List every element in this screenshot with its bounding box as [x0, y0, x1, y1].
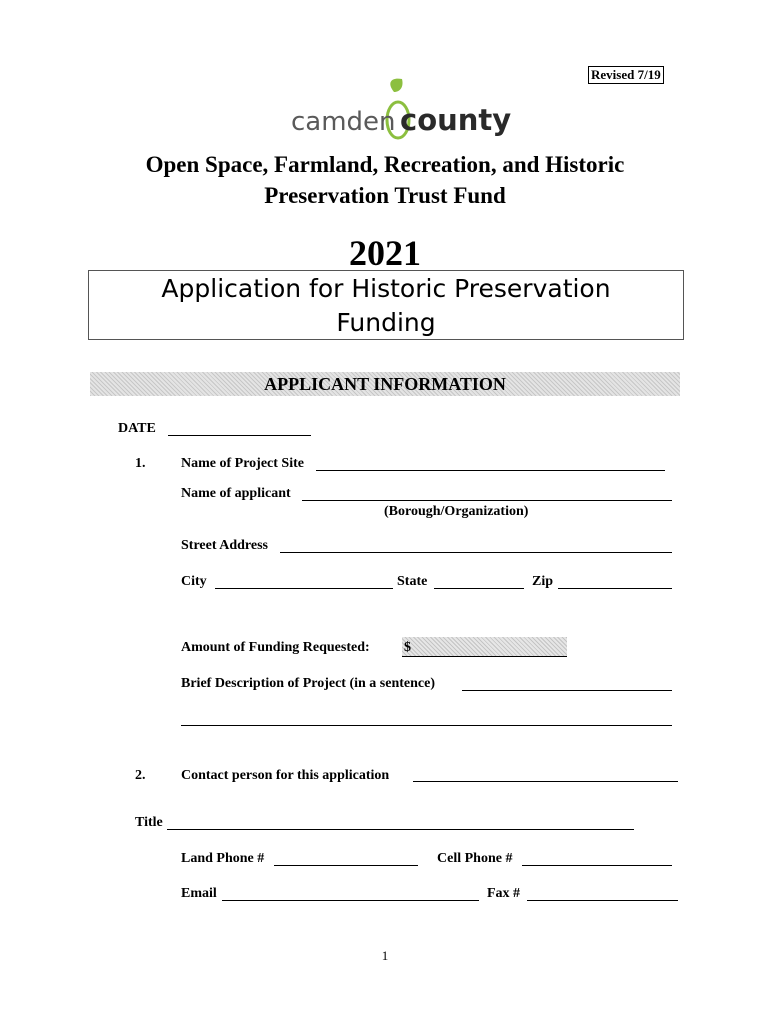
item-number-2: 2. — [135, 768, 146, 783]
amount-label: Amount of Funding Requested: — [181, 640, 370, 655]
leaf-icon — [390, 79, 402, 92]
contact-label: Contact person for this application — [181, 768, 390, 783]
borough-note: (Borough/Organization) — [384, 504, 529, 519]
logo-camden: camden — [291, 107, 396, 137]
brief-description-input[interactable] — [462, 690, 672, 691]
page-number: 1 — [381, 948, 389, 963]
email-label: Email — [181, 886, 217, 901]
page-title-line1: Open Space, Farmland, Recreation, and Historic — [145, 152, 625, 177]
logo-county: county — [400, 103, 512, 137]
revised-date: Revised 7/19 — [588, 66, 664, 84]
cell-phone-label: Cell Phone # — [437, 851, 513, 866]
project-site-label: Name of Project Site — [181, 456, 304, 471]
page-title-line2: Preservation Trust Fund — [264, 183, 506, 208]
land-phone-label: Land Phone # — [181, 851, 265, 866]
fax-input[interactable] — [527, 900, 678, 901]
state-label: State — [397, 574, 428, 589]
applicant-label: Name of applicant — [181, 486, 291, 501]
application-title-line2: Funding — [336, 308, 436, 337]
camden-county-logo — [290, 78, 512, 144]
application-title-line1: Application for Historic Preservation — [161, 274, 611, 303]
street-label: Street Address — [181, 538, 268, 553]
amount-input[interactable] — [402, 637, 567, 657]
date-input[interactable] — [168, 435, 311, 436]
street-input[interactable] — [280, 552, 672, 553]
cell-phone-input[interactable] — [522, 865, 672, 866]
date-label: DATE — [118, 421, 156, 436]
title-input[interactable] — [167, 829, 634, 830]
applicant-input[interactable] — [302, 500, 672, 501]
project-site-input[interactable] — [316, 470, 665, 471]
item-number-1: 1. — [135, 456, 146, 471]
year-heading: 2021 — [349, 233, 421, 273]
brief-description-label: Brief Description of Project (in a sentence) — [181, 676, 435, 691]
land-phone-input[interactable] — [274, 865, 418, 866]
zip-input[interactable] — [558, 588, 672, 589]
state-input[interactable] — [434, 588, 524, 589]
brief-description-input-line2[interactable] — [181, 725, 672, 726]
fax-label: Fax # — [487, 886, 521, 901]
city-label: City — [181, 574, 207, 589]
title-label: Title — [135, 815, 163, 830]
contact-input[interactable] — [413, 781, 678, 782]
section-header: APPLICANT INFORMATION — [90, 372, 680, 396]
zip-label: Zip — [532, 574, 554, 589]
city-input[interactable] — [215, 588, 393, 589]
application-title-box — [88, 270, 684, 340]
email-input[interactable] — [222, 900, 479, 901]
dollar-sign: $ — [404, 640, 411, 655]
